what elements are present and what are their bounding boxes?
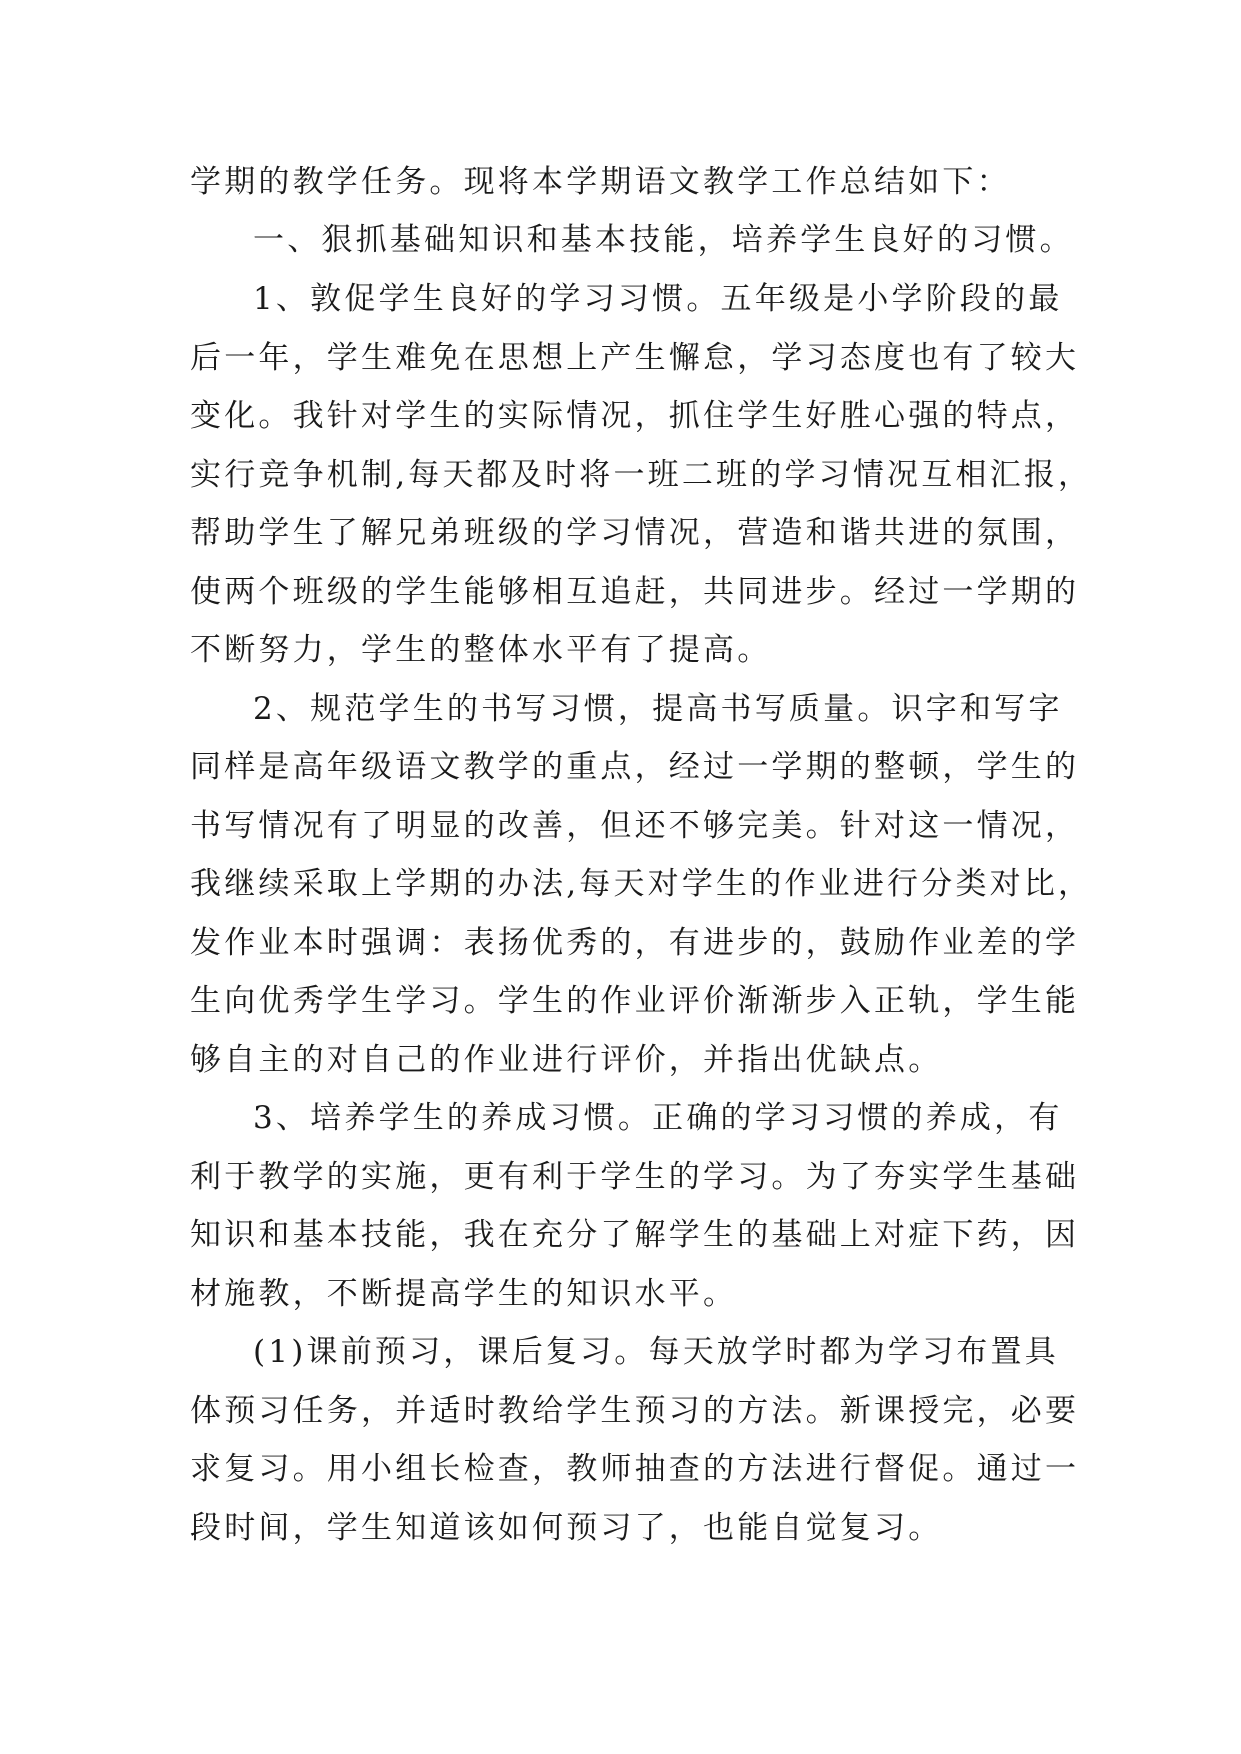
text-line: 知识和基本技能，我在充分了解学生的基础上对症下药，因 (190, 1217, 1080, 1253)
text-line: 我继续采取上学期的办法,每天对学生的作业进行分类对比， (190, 866, 1093, 902)
text-line: 求复习。用小组长检查，教师抽查的方法进行督促。通过一 (190, 1451, 1080, 1487)
text-line: 利于教学的实施，更有利于学生的学习。为了夯实学生基础 (190, 1159, 1080, 1195)
paragraph-first-line: 2、规范学生的书写习惯，提高书写质量。识字和写字 (253, 691, 1063, 727)
text-line: 后一年，学生难免在思想上产生懈怠，学习态度也有了较大 (190, 340, 1080, 376)
paragraph-first-line: (1)课前预习，课后复习。每天放学时都为学习布置具 (253, 1334, 1059, 1370)
section-heading: 一、狠抓基础知识和基本技能，培养学生良好的习惯。 (253, 222, 1074, 258)
text-line: 发作业本时强调：表扬优秀的，有进步的，鼓励作业差的学 (190, 925, 1080, 961)
text-line: 够自主的对自己的作业进行评价，并指出优缺点。 (190, 1042, 943, 1078)
text-line: 生向优秀学生学习。学生的作业评价渐渐步入正轨，学生能 (190, 983, 1080, 1019)
text-line: 实行竞争机制,每天都及时将一班二班的学习情况互相汇报， (190, 457, 1093, 493)
text-line: 同样是高年级语文教学的重点，经过一学期的整顿，学生的 (190, 749, 1080, 785)
text-line: 材施教，不断提高学生的知识水平。 (190, 1276, 738, 1312)
paragraph-first-line: 3、培养学生的养成习惯。正确的学习习惯的养成，有 (253, 1100, 1063, 1136)
text-line: 使两个班级的学生能够相互追赶，共同进步。经过一学期的 (190, 574, 1080, 610)
text-line: 变化。我针对学生的实际情况，抓住学生好胜心强的特点， (190, 398, 1080, 434)
text-line: 不断努力，学生的整体水平有了提高。 (190, 632, 772, 668)
text-line: 帮助学生了解兄弟班级的学习情况，营造和谐共进的氛围， (190, 515, 1080, 551)
text-line: 段时间，学生知道该如何预习了，也能自觉复习。 (190, 1510, 943, 1546)
text-line: 体预习任务，并适时教给学生预习的方法。新课授完，必要 (190, 1393, 1080, 1429)
text-line: 书写情况有了明显的改善，但还不够完美。针对这一情况， (190, 808, 1080, 844)
text-line: 学期的教学任务。现将本学期语文教学工作总结如下： (190, 164, 1011, 200)
paragraph-first-line: 1、敦促学生良好的学习习惯。五年级是小学阶段的最 (253, 281, 1063, 317)
